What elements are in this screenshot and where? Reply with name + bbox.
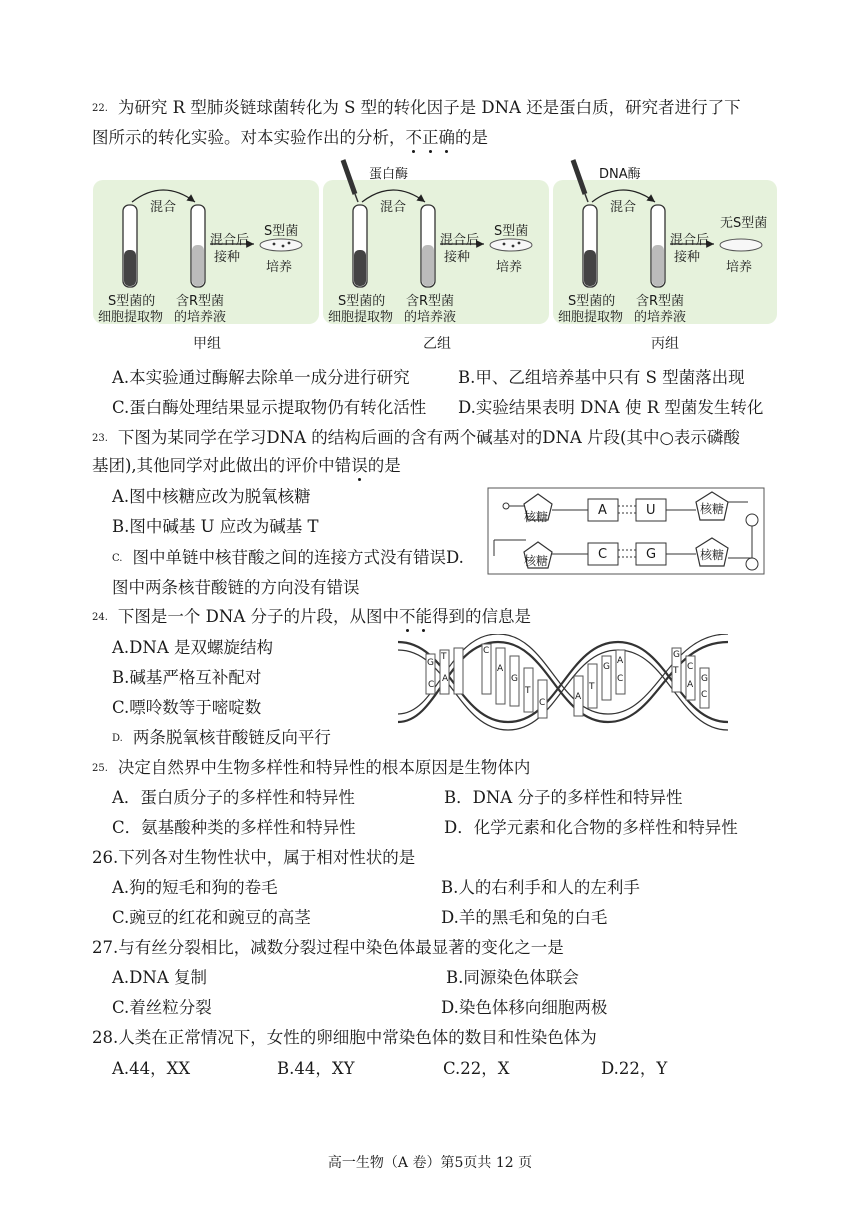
q28-option-d[interactable]: D.22，Y — [601, 1059, 668, 1078]
caption-bing: 丙组 — [651, 336, 679, 352]
caption-yi: 乙组 — [423, 336, 451, 352]
q23-option-a[interactable]: A.图中核糖应改为脱氧核糖 — [112, 487, 311, 506]
q23-option-c[interactable]: C. 图中单链中核苷酸之间的连接方式没有错误D. — [112, 548, 464, 567]
q27-option-b[interactable]: B.同源染色体联会 — [446, 968, 579, 987]
q24-option-c[interactable]: C.嘌呤数等于嘧啶数 — [112, 698, 262, 717]
q24-option-b[interactable]: B.碱基严格互补配对 — [112, 668, 262, 687]
q25-option-a[interactable]: A．蛋白质分子的多样性和特异性 — [112, 788, 355, 807]
q27-option-c[interactable]: C.着丝粒分裂 — [112, 998, 212, 1017]
q22-option-d[interactable]: D.实验结果表明 DNA 使 R 型菌发生转化 — [458, 398, 764, 417]
q24-option-d[interactable]: D. 两条脱氧核苷酸链反向平行 — [112, 728, 331, 747]
helix-base-letters: G T C A C A G T C A T G A C G T C A G C — [427, 646, 708, 708]
q23-option-b[interactable]: B.图中碱基 U 应改为碱基 T — [112, 517, 319, 536]
phosphate-circle-2 — [746, 558, 758, 570]
q25-option-b[interactable]: B．DNA 分子的多样性和特异性 — [444, 788, 683, 807]
q25-line1: 25. 决定自然界中生物多样性和特异性的根本原因是生物体内 — [92, 758, 531, 777]
q27-option-d[interactable]: D.染色体移向细胞两极 — [441, 998, 608, 1017]
page-footer: 高一生物（A 卷）第5页共 12 页 — [327, 1155, 533, 1171]
phosphate-circle-1 — [746, 514, 758, 526]
q28-line1: 28.人类在正常情况下，女性的卵细胞中常染色体的数目和性染色体为 — [92, 1028, 597, 1047]
q28-option-c[interactable]: C.22，X — [443, 1059, 510, 1078]
q22-number: 22. — [92, 103, 108, 114]
q22-option-b[interactable]: B.甲、乙组培养基中只有 S 型菌落出现 — [458, 368, 745, 387]
q22-option-a[interactable]: A.本实验通过酶解去除单一成分进行研究 — [112, 368, 410, 387]
q28-option-b[interactable]: B.44，XY — [277, 1059, 355, 1078]
tube-r-culture-liquid — [192, 245, 204, 286]
q22-line2: 图所示的转化实验。对本实验作出的分析，不正确的是 — [92, 128, 488, 147]
caption-jia: 甲组 — [193, 336, 221, 352]
q25-option-d[interactable]: D．化学元素和化合物的多样性和特异性 — [444, 818, 738, 837]
q25-option-c[interactable]: C．氨基酸种类的多样性和特异性 — [112, 818, 356, 837]
q23-line1: 23. 下图为某同学在学习DNA 的结构后画的含有两个碱基对的DNA 片段(其中○表示磷酸 — [92, 428, 740, 447]
q26-option-b[interactable]: B.人的右利手和人的左利手 — [441, 878, 640, 897]
q23-line2: 基团),其他同学对此做出的评价中错误的是 — [92, 456, 401, 475]
q26-option-d[interactable]: D.羊的黑毛和兔的白毛 — [441, 908, 608, 927]
dropper — [343, 160, 355, 194]
q22-line1: 22. 为研究 R 型肺炎链球菌转化为 S 型的转化因子是 DNA 还是蛋白质，研究者进行了下 — [92, 98, 741, 117]
q22-option-c[interactable]: C.蛋白酶处理结果显示提取物仍有转化活性 — [112, 398, 427, 417]
q24-line1: 24. 下图是一个 DNA 分子的片段，从图中不能得到的信息是 — [92, 607, 531, 626]
q28-option-a[interactable]: A.44，XX — [112, 1059, 191, 1078]
q24-option-a[interactable]: A.DNA 是双螺旋结构 — [112, 638, 273, 657]
q27-option-a[interactable]: A.DNA 复制 — [112, 968, 207, 987]
q26-option-a[interactable]: A.狗的短毛和狗的卷毛 — [112, 878, 278, 897]
petri-dish — [260, 239, 302, 251]
q26-line1: 26.下列各对生物性状中，属于相对性状的是 — [92, 848, 416, 867]
q27-line1: 27.与有丝分裂相比，减数分裂过程中染色体最显著的变化之一是 — [92, 938, 564, 957]
q26-option-c[interactable]: C.豌豆的红花和豌豆的高茎 — [112, 908, 311, 927]
q23-option-d[interactable]: 图中两条核苷酸链的方向没有错误 — [112, 578, 360, 597]
tube-s-extract-liquid — [124, 250, 136, 286]
